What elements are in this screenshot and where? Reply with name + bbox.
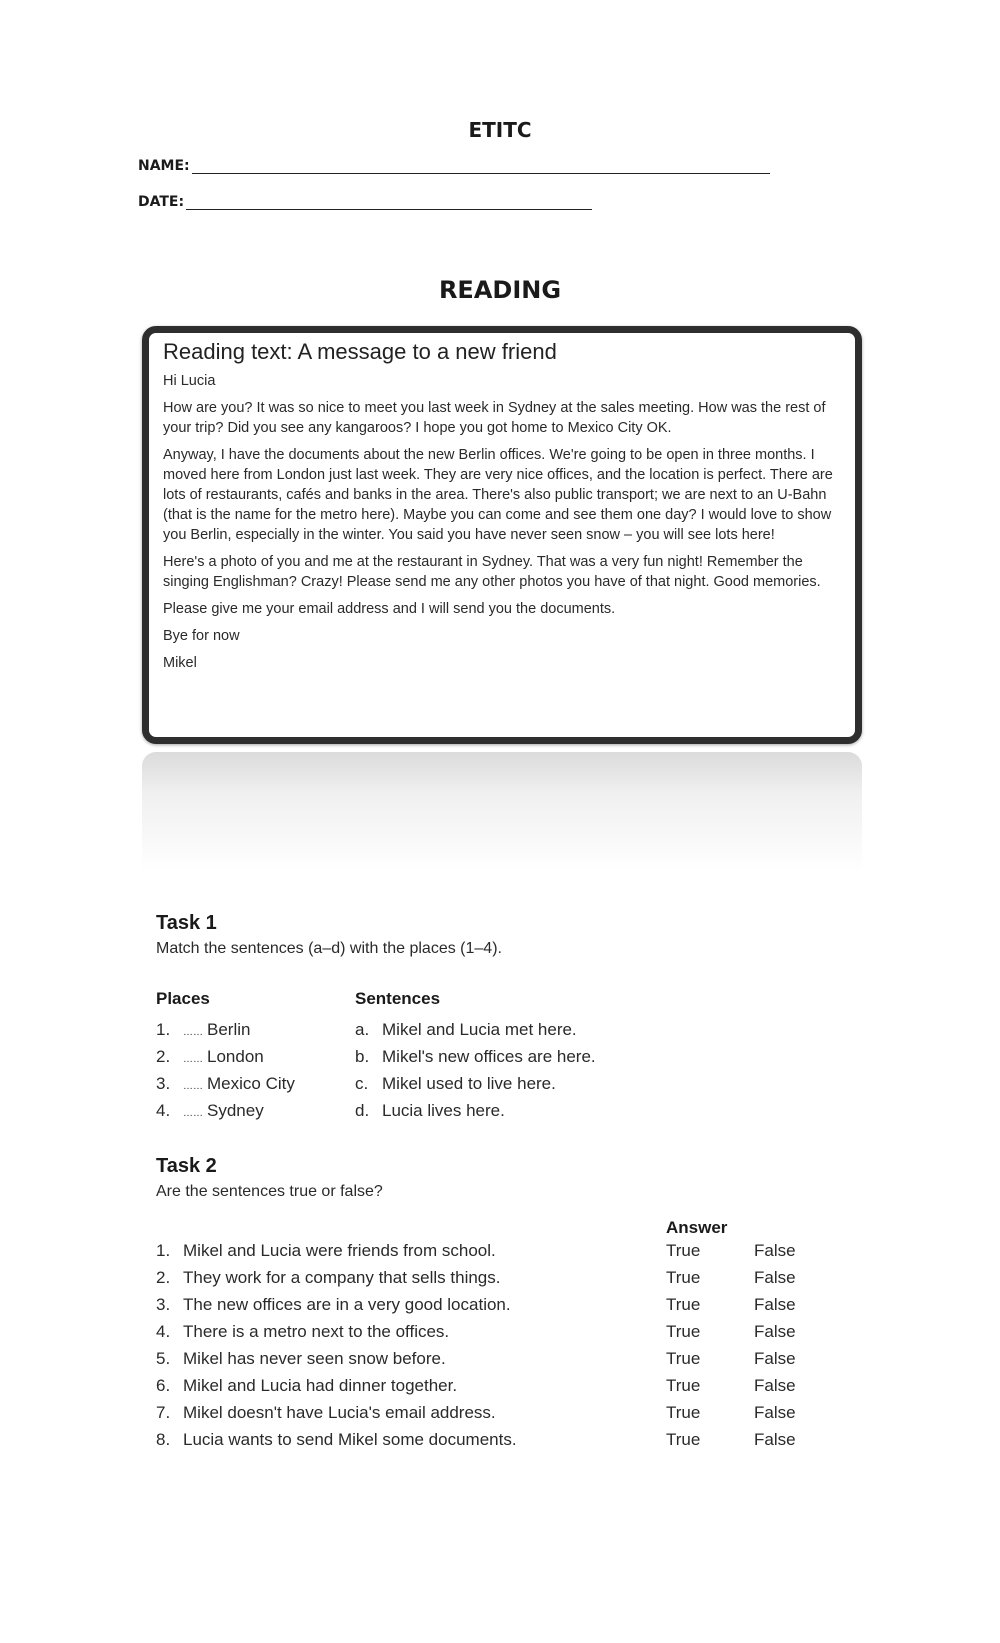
date-label: DATE: <box>138 194 185 210</box>
statement-item: 3. The new offices are in a very good location. <box>156 1295 511 1314</box>
date-field <box>138 194 592 210</box>
statement-item: 5. Mikel has never seen snow before. <box>156 1349 446 1368</box>
reading-heading: READING <box>438 276 562 304</box>
paragraph-1: How are you? It was so nice to meet you last week in Sydney at the sales meeting. How was the rest of your trip? Did you see any kangaroos? I hope you got home to Mexico City OK. <box>163 400 826 436</box>
sign-off: Bye for now <box>163 628 240 644</box>
date-input-line[interactable] <box>186 195 592 210</box>
task2-title: Task 2 <box>156 1155 217 1177</box>
false-option[interactable]: False <box>754 1403 796 1422</box>
false-option[interactable]: False <box>754 1241 796 1260</box>
name-label: NAME: <box>138 158 190 174</box>
sentence-item: d. Lucia lives here. <box>355 1101 505 1120</box>
false-option[interactable]: False <box>754 1322 796 1341</box>
true-option[interactable]: True <box>666 1241 701 1260</box>
true-option[interactable]: True <box>666 1268 701 1287</box>
false-option[interactable]: False <box>754 1268 796 1287</box>
answer-blank[interactable]: …… <box>183 1054 203 1065</box>
reading-text-box <box>142 326 862 744</box>
task1-instruction: Match the sentences (a–d) with the places (1–4). <box>156 940 502 957</box>
text-box-reflection <box>142 752 862 872</box>
false-option[interactable]: False <box>754 1349 796 1368</box>
statement-item: 4. There is a metro next to the offices. <box>156 1322 450 1341</box>
name-field <box>138 158 770 174</box>
answer-blank[interactable]: …… <box>183 1081 203 1092</box>
statement-item: 2. They work for a company that sells things. <box>156 1268 501 1287</box>
true-option[interactable]: True <box>666 1322 701 1341</box>
paragraph-3: Here's a photo of you and me at the restaurant in Sydney. That was a very fun night! Remember the singing Englishman? Crazy! Please send me any other photos you have of that night. Good memories. <box>163 554 821 590</box>
greeting: Hi Lucia <box>163 373 216 389</box>
false-option[interactable]: False <box>754 1376 796 1395</box>
true-option[interactable]: True <box>666 1349 701 1368</box>
sentence-item: c. Mikel used to live here. <box>355 1074 556 1093</box>
paragraph-4: Please give me your email address and I will send you the documents. <box>163 601 616 617</box>
false-option[interactable]: False <box>754 1295 796 1314</box>
sentence-item: a. Mikel and Lucia met here. <box>355 1020 577 1039</box>
answer-blank[interactable]: …… <box>183 1027 203 1038</box>
place-item: 1. …… Berlin <box>156 1020 251 1039</box>
place-item: 4. …… Sydney <box>156 1101 264 1120</box>
name-input-line[interactable] <box>192 159 770 174</box>
statement-item: 1. Mikel and Lucia were friends from school. <box>156 1241 496 1260</box>
sentence-item: b. Mikel's new offices are here. <box>355 1047 596 1066</box>
true-option[interactable]: True <box>666 1403 701 1422</box>
places-header: Places <box>156 989 210 1008</box>
statement-item: 8. Lucia wants to send Mikel some documents. <box>156 1430 517 1449</box>
statement-item: 6. Mikel and Lucia had dinner together. <box>156 1376 458 1395</box>
place-item: 3. …… Mexico City <box>156 1074 295 1093</box>
statement-item: 7. Mikel doesn't have Lucia's email address. <box>156 1403 496 1422</box>
task1-title: Task 1 <box>156 912 217 934</box>
task2-instruction: Are the sentences true or false? <box>156 1183 383 1200</box>
signature: Mikel <box>163 655 197 671</box>
answer-header: Answer <box>666 1218 728 1237</box>
true-option[interactable]: True <box>666 1376 701 1395</box>
false-option[interactable]: False <box>754 1430 796 1449</box>
place-item: 2. …… London <box>156 1047 264 1066</box>
paragraph-2: Anyway, I have the documents about the new Berlin offices. We're going to be open in three months. I moved here from London just last week. They are very nice offices, and the location is perfect. There are lots of restaurants, cafés and banks in the area. There's also public transport; we are next to an U-Bahn (that is the name for the metro here). Maybe you can come and see them one day? I would love to show you Berlin, especially in the winter. You said you have never seen snow – you will see lots here! <box>163 447 833 543</box>
sentences-header: Sentences <box>355 989 441 1008</box>
answer-blank[interactable]: …… <box>183 1108 203 1119</box>
true-option[interactable]: True <box>666 1295 701 1314</box>
true-option[interactable]: True <box>666 1430 701 1449</box>
worksheet-title: ETITC <box>468 118 532 142</box>
reading-text-title: Reading text: A message to a new friend <box>163 339 557 364</box>
